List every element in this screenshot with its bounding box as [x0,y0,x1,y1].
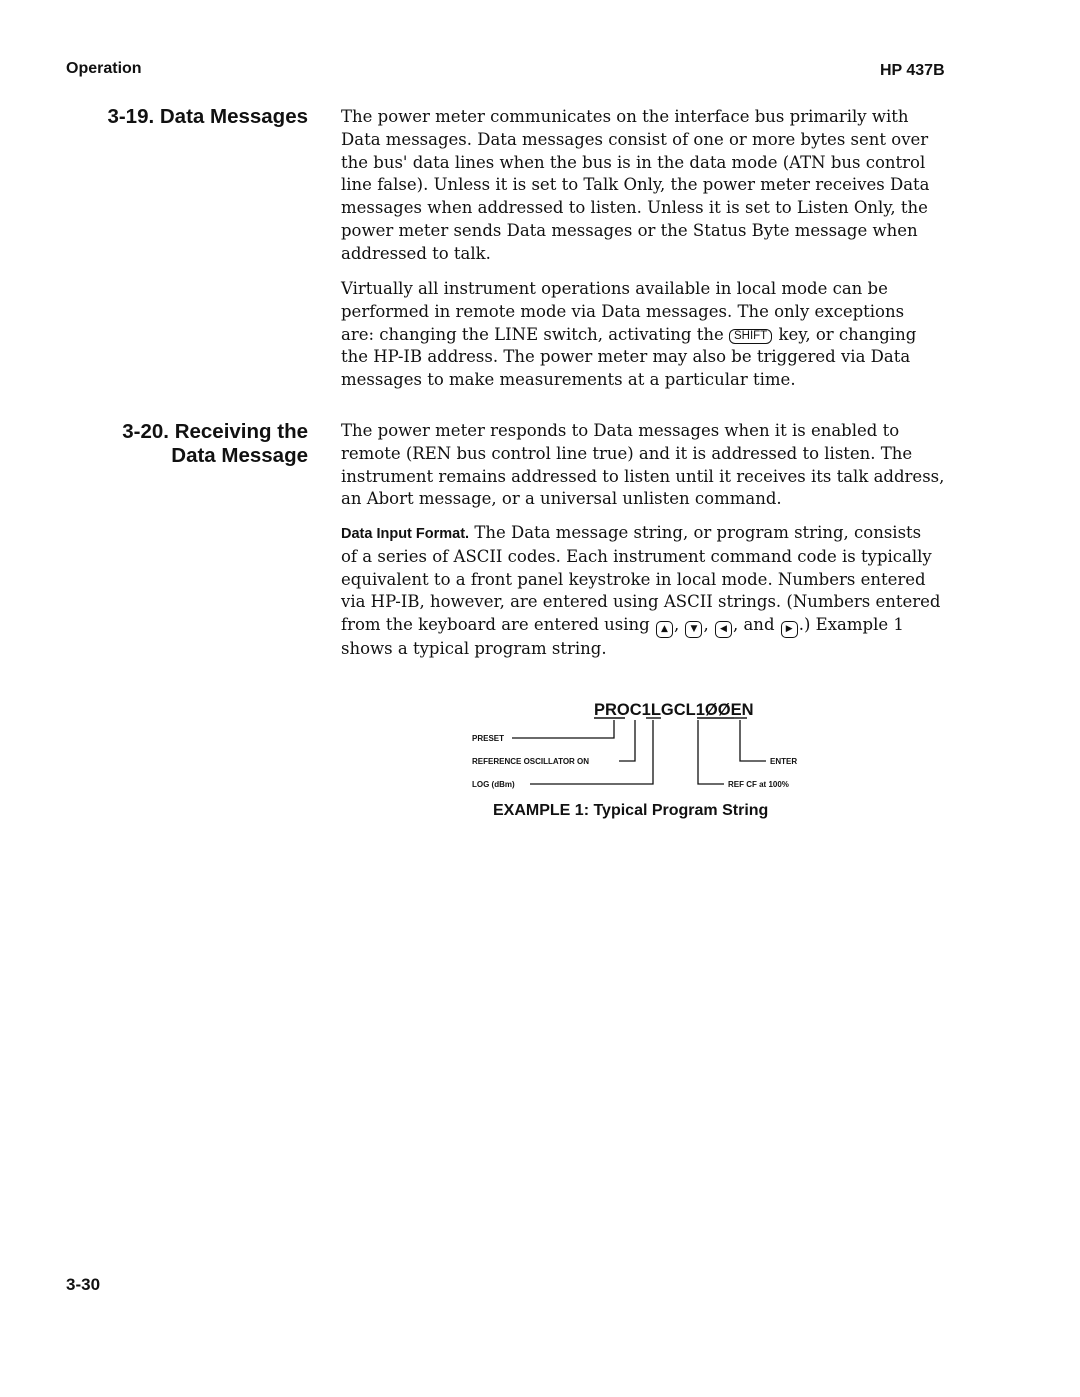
text-fragment: The Data message string, or program string, consists [469,523,922,542]
shift-key-glyph: SHIFT [729,329,772,344]
text-fragment: from the keyboard are entered using [341,615,655,635]
text-line: instrument remains addressed to listen until it receives its talk address, [341,466,945,486]
page-number: 3-30 [66,1275,101,1294]
text-line: from the keyboard are entered using ▲ , ▼ , ◀ , and ▶ .) Example 1 [341,614,953,638]
label-enter: ENTER [770,757,798,766]
text-line: Virtually all instrument operations available in local mode can be [341,279,888,298]
running-header-section: Operation [66,60,142,77]
program-string-diagram [470,695,830,797]
text-line: the HP-IB address. The power meter may also be triggered via Data [341,347,911,367]
text-line: the bus' data lines when the bus is in the data mode (ATN bus control [341,152,926,172]
up-arrow-key-icon: ▲ [656,621,673,638]
paragraph-data-input-format [341,522,953,661]
text-line: remote (REN bus control line true) and it is addressed to listen. The [341,443,913,463]
text-line: equivalent to a front panel keystroke in local mode. Numbers entered [341,569,926,589]
example-caption: EXAMPLE 1: Typical Program String [493,802,769,819]
program-string: PROC1LGCL1ØØEN [594,701,754,719]
text-fragment: , and [732,615,780,635]
heading-line: 3-20. Receiving the [122,420,308,443]
running-header-model: HP 437B [880,62,945,79]
text-line: messages when addressed to listen. Unless it is set to Listen Only, the [341,198,928,218]
left-arrow-key-icon: ◀ [715,621,732,638]
paragraph-remote-operations [341,278,953,392]
text-line: of a series of ASCII codes. Each instrument command code is typically [341,546,932,566]
label-preset: PRESET [472,734,505,743]
text-line: shows a typical program string. [341,639,607,659]
label-log-dbm: LOG (dBm) [472,780,515,789]
text-line: addressed to talk. [341,243,491,263]
text-fragment: .) Example 1 [798,615,904,635]
text-line: performed in remote mode via Data messages. The only exceptions [341,301,905,321]
label-reference-oscillator: REFERENCE OSCILLATOR ON [472,757,590,766]
text-fragment: key, or changing [773,324,917,344]
text-line [341,324,953,347]
text-line: Data messages. Data messages consist of one or more bytes sent over [341,129,929,149]
text-fragment: are: changing the LINE switch, activating the [341,324,729,344]
text-line [341,522,953,546]
label-ref-cf: REF CF at 100% [728,780,789,789]
paragraph-receiving [341,420,953,511]
text-line: The power meter responds to Data messages when it is enabled to [341,421,900,440]
heading-line: Data Message [171,444,308,467]
section-heading-3-20 [122,420,308,468]
text-line: The power meter communicates on the interface bus primarily with [341,107,909,126]
text-line: an Abort message, or a universal unlisten command. [341,489,782,509]
text-line: via HP-IB, however, are entered using ASCII strings. (Numbers entered [341,592,941,612]
runin-heading: Data Input Format. [341,526,470,542]
text-line: power meter sends Data messages or the Status Byte message when [341,220,918,240]
text-line: messages to make measurements at a particular time. [341,370,796,390]
text-line: line false). Unless it is set to Talk Only, the power meter receives Data [341,175,930,195]
paragraph-data-messages [341,106,953,266]
section-heading-3-19: 3-19. Data Messages [107,105,308,128]
down-arrow-key-icon: ▼ [685,621,702,638]
right-arrow-key-icon: ▶ [781,621,798,638]
diagram-leader-lines [512,720,766,784]
